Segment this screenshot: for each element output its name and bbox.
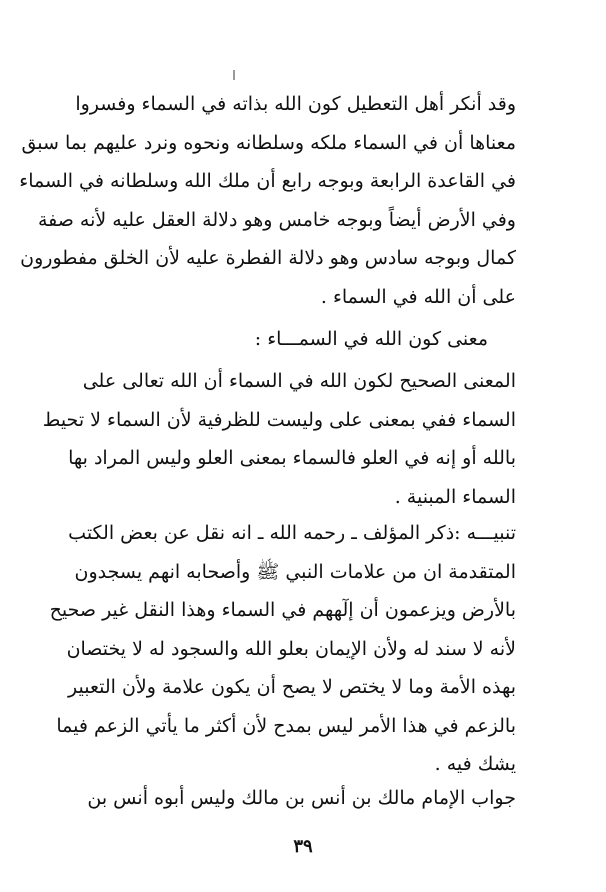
paragraph-ahl-al-tatil [19, 85, 516, 316]
text-line: المتقدمة ان من علامات النبي ﷺ وأصحابه انهم يسجدون [74, 560, 516, 583]
text-line: في القاعدة الرابعة وبوجه رابع أن ملك الله وسلطانه في السماء [19, 170, 516, 192]
text-line: السماء ففي بمعنى على وليست للظرفية لأن السماء لا تحيط [42, 408, 516, 431]
text-line: بالزعم في هذا الأمر ليس بمدح لأن أكثر ما يأتي الزعم فيما [56, 714, 516, 737]
page-number: ٣٩ [293, 836, 313, 857]
text-line: تنبيـــه :ذكر المؤلف ـ رحمه الله ـ انه نقل عن بعض الكتب [68, 522, 516, 544]
paragraph-correct-meaning [42, 362, 516, 516]
text-line: معناها أن في السماء ملكه وسلطانه ونحوه ونرد عليهم بما سبق [21, 131, 516, 154]
text-line: كمال وبوجه سادس وهو دلالة الفطرة عليه لأن الخلق مفطورون [20, 247, 516, 269]
text-line: وفي الأرض أيضاً وبوجه خامس وهو دلالة العقل عليه لأنه صفة [37, 208, 516, 231]
scan-mark [233, 70, 235, 80]
text-line: يشك فيه . [434, 753, 516, 775]
section-heading: معنى كون الله في السمـــاء : [254, 328, 488, 350]
text-line: لأنه لا سند له ولأن الإيمان بعلو الله والسجود له لا يختصان [66, 637, 516, 660]
text-line: جواب الإمام مالك بن أنس بن مالك وليس أبوه أنس بن [87, 787, 516, 809]
text-line: وقد أنكر أهل التعطيل كون الله بذاته في السماء وفسروا [75, 93, 516, 115]
paragraph-imam-malik [88, 779, 516, 818]
text-line: بالأرض ويزعمون أن إلٓههم في السماء وهذا النقل غير صحيح [49, 599, 516, 621]
text-line: المعنى الصحيح لكون الله في السماء أن الله تعالى على [82, 370, 516, 392]
text-line: بهذه الأمة وما لا يختص لا يصح أن يكون علامة ولأن التعبير [68, 676, 516, 698]
text-line: بالله أو إنه في العلو فالسماء بمعنى العلو وليس المراد بها [68, 447, 516, 469]
text-line: السماء المبنية . [394, 485, 516, 508]
text-line: على أن الله في السماء . [320, 285, 516, 308]
paragraph-note [49, 514, 516, 784]
